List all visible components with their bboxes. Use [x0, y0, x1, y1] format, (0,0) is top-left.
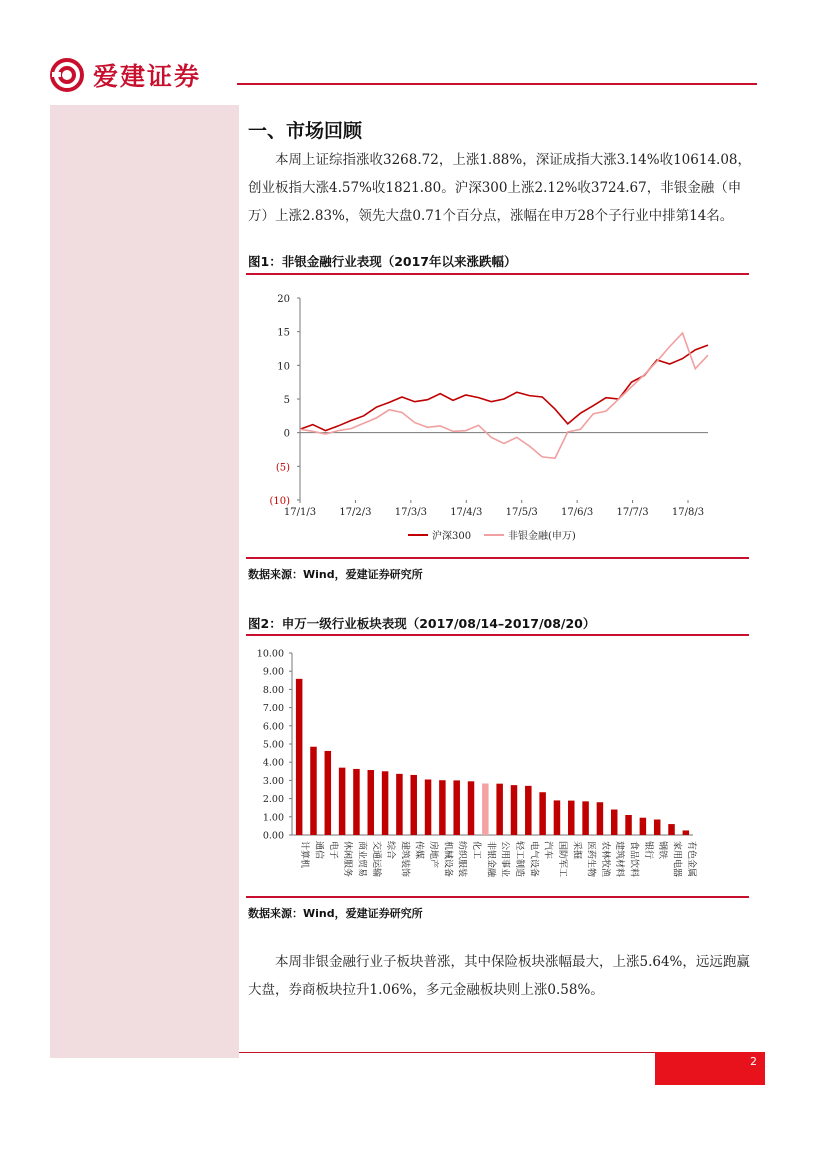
bar — [582, 801, 589, 835]
bar — [468, 781, 475, 835]
x-category-label: 建筑材料 — [614, 841, 625, 878]
bar — [668, 824, 675, 835]
bar — [496, 784, 503, 835]
x-tick-label: 17/8/3 — [671, 507, 705, 518]
x-category-label: 采掘 — [571, 841, 582, 860]
sub-sector-paragraph: 本周非银金融行业子板块普涨，其中保险板块涨幅最大，上涨5.64%，远远跑赢大盘，券商板块拉升1.06%，多元金融板块则上涨0.58%。 — [248, 954, 750, 998]
bar — [554, 800, 561, 835]
y-tick-label: 0.00 — [262, 830, 284, 842]
x-category-label: 农林牧渔 — [599, 841, 610, 878]
x-category-label: 非银金融 — [485, 841, 496, 878]
line-chart — [248, 278, 748, 556]
y-tick-label: 2.00 — [262, 794, 284, 806]
bar — [382, 771, 389, 835]
x-category-label: 轻工制造 — [513, 841, 524, 878]
x-category-label: 医药生物 — [585, 841, 596, 878]
bar — [339, 768, 346, 835]
bar — [625, 815, 632, 835]
figure2-bottom-rule — [246, 896, 749, 898]
legend-label: 非银金融(申万) — [508, 531, 576, 542]
section-title: 一、市场回顾 — [248, 120, 363, 142]
x-category-label: 钢铁 — [657, 841, 668, 860]
bar-chart — [248, 640, 718, 895]
y-tick-label: 5.00 — [262, 739, 284, 751]
x-tick-label: 17/6/3 — [561, 507, 594, 518]
bar — [640, 818, 647, 835]
bar — [410, 775, 417, 835]
x-category-label: 公用事业 — [499, 841, 510, 878]
y-tick-label: 4.00 — [262, 757, 284, 769]
y-tick-label: 6.00 — [262, 721, 284, 733]
x-category-label: 机械设备 — [442, 841, 453, 878]
bar — [310, 747, 317, 835]
x-tick-label: 17/2/3 — [339, 507, 372, 518]
x-category-label: 交通运输 — [370, 841, 381, 878]
figure1-source: 数据来源：Wind，爱建证券研究所 — [248, 568, 423, 581]
x-category-label: 建筑装饰 — [399, 841, 410, 878]
x-category-label: 通信 — [313, 841, 324, 860]
x-category-label: 家用电器 — [671, 841, 682, 878]
y-tick-label: 7.00 — [262, 703, 284, 715]
legend-label: 沪深300 — [432, 531, 472, 542]
market-review-paragraph: 本周上证综指涨收3268.72，上涨1.88%，深证成指大涨3.14%收10614.08，创业板指大涨4.57%收1821.80。沪深300上涨2.12%收3724.67，非银金融（申万）上涨2.83%，领先大盘0.71个百分点，涨幅在申万28个子行业中排第14名。 — [248, 152, 752, 224]
y-tick-label: (10) — [269, 496, 290, 507]
bar — [368, 770, 375, 835]
bar — [511, 785, 518, 835]
page-number: 2 — [750, 1055, 757, 1068]
series-line-0 — [300, 345, 708, 431]
bar — [611, 810, 618, 835]
x-tick-label: 17/7/3 — [616, 507, 649, 518]
header-rule — [237, 83, 757, 85]
x-category-label: 电子 — [327, 841, 338, 860]
x-category-label: 有色金属 — [685, 841, 696, 878]
x-category-label: 化工 — [471, 841, 482, 860]
company-logo — [50, 58, 201, 92]
left-sidebar — [50, 105, 239, 1058]
x-category-label: 休闲服务 — [342, 841, 353, 878]
logo-swirl-icon — [50, 58, 84, 92]
page-number-box — [655, 1052, 765, 1085]
brand-name: 爱建证券 — [93, 62, 202, 91]
figure1-title: 图1：非银金融行业表现（2017年以来涨跌幅） — [248, 254, 517, 269]
bar — [353, 769, 360, 835]
bar — [568, 801, 575, 835]
bar — [439, 780, 446, 835]
y-tick-label: 10.00 — [256, 648, 284, 660]
x-category-label: 电气设备 — [528, 841, 539, 878]
x-category-label: 计算机 — [299, 841, 310, 869]
figure1-top-rule — [246, 273, 749, 275]
figure2-top-rule — [246, 634, 749, 636]
y-tick-label: (5) — [275, 462, 290, 474]
x-tick-label: 17/5/3 — [505, 507, 538, 518]
bar — [525, 786, 532, 835]
y-tick-label: 1.00 — [262, 812, 284, 824]
figure2-source: 数据来源：Wind，爱建证券研究所 — [248, 907, 423, 920]
bar — [453, 780, 460, 835]
x-category-label: 食品饮料 — [628, 841, 639, 878]
y-tick-label: 9.00 — [262, 666, 284, 678]
y-tick-label: 10 — [277, 361, 290, 373]
bar — [325, 751, 332, 835]
bar — [396, 774, 403, 835]
x-category-label: 传媒 — [413, 841, 424, 860]
bar — [597, 802, 604, 835]
bar — [425, 779, 432, 835]
x-category-label: 商业贸易 — [356, 841, 367, 878]
x-category-label: 综合 — [385, 841, 396, 860]
bar — [482, 783, 489, 835]
bar — [539, 792, 546, 835]
y-tick-label: 0 — [283, 428, 290, 440]
y-tick-label: 3.00 — [262, 775, 284, 787]
x-tick-label: 17/4/3 — [450, 507, 483, 518]
x-category-label: 国防军工 — [556, 841, 567, 878]
bar — [296, 679, 303, 835]
y-tick-label: 8.00 — [262, 684, 284, 696]
x-category-label: 纺织服装 — [456, 841, 467, 878]
x-category-label: 银行 — [642, 841, 653, 860]
y-tick-label: 5 — [283, 395, 290, 406]
y-tick-label: 15 — [277, 327, 290, 339]
series-line-1 — [300, 333, 708, 458]
figure1-bottom-rule — [246, 557, 749, 559]
bar — [654, 820, 661, 835]
x-tick-label: 17/1/3 — [283, 507, 317, 518]
y-tick-label: 20 — [277, 294, 290, 305]
x-category-label: 汽车 — [542, 841, 553, 860]
x-category-label: 房地产 — [428, 841, 439, 869]
figure2-title: 图2：申万一级行业板块表现（2017/08/14–2017/08/20） — [248, 616, 596, 631]
x-tick-label: 17/3/3 — [394, 507, 427, 518]
bar — [683, 830, 690, 835]
